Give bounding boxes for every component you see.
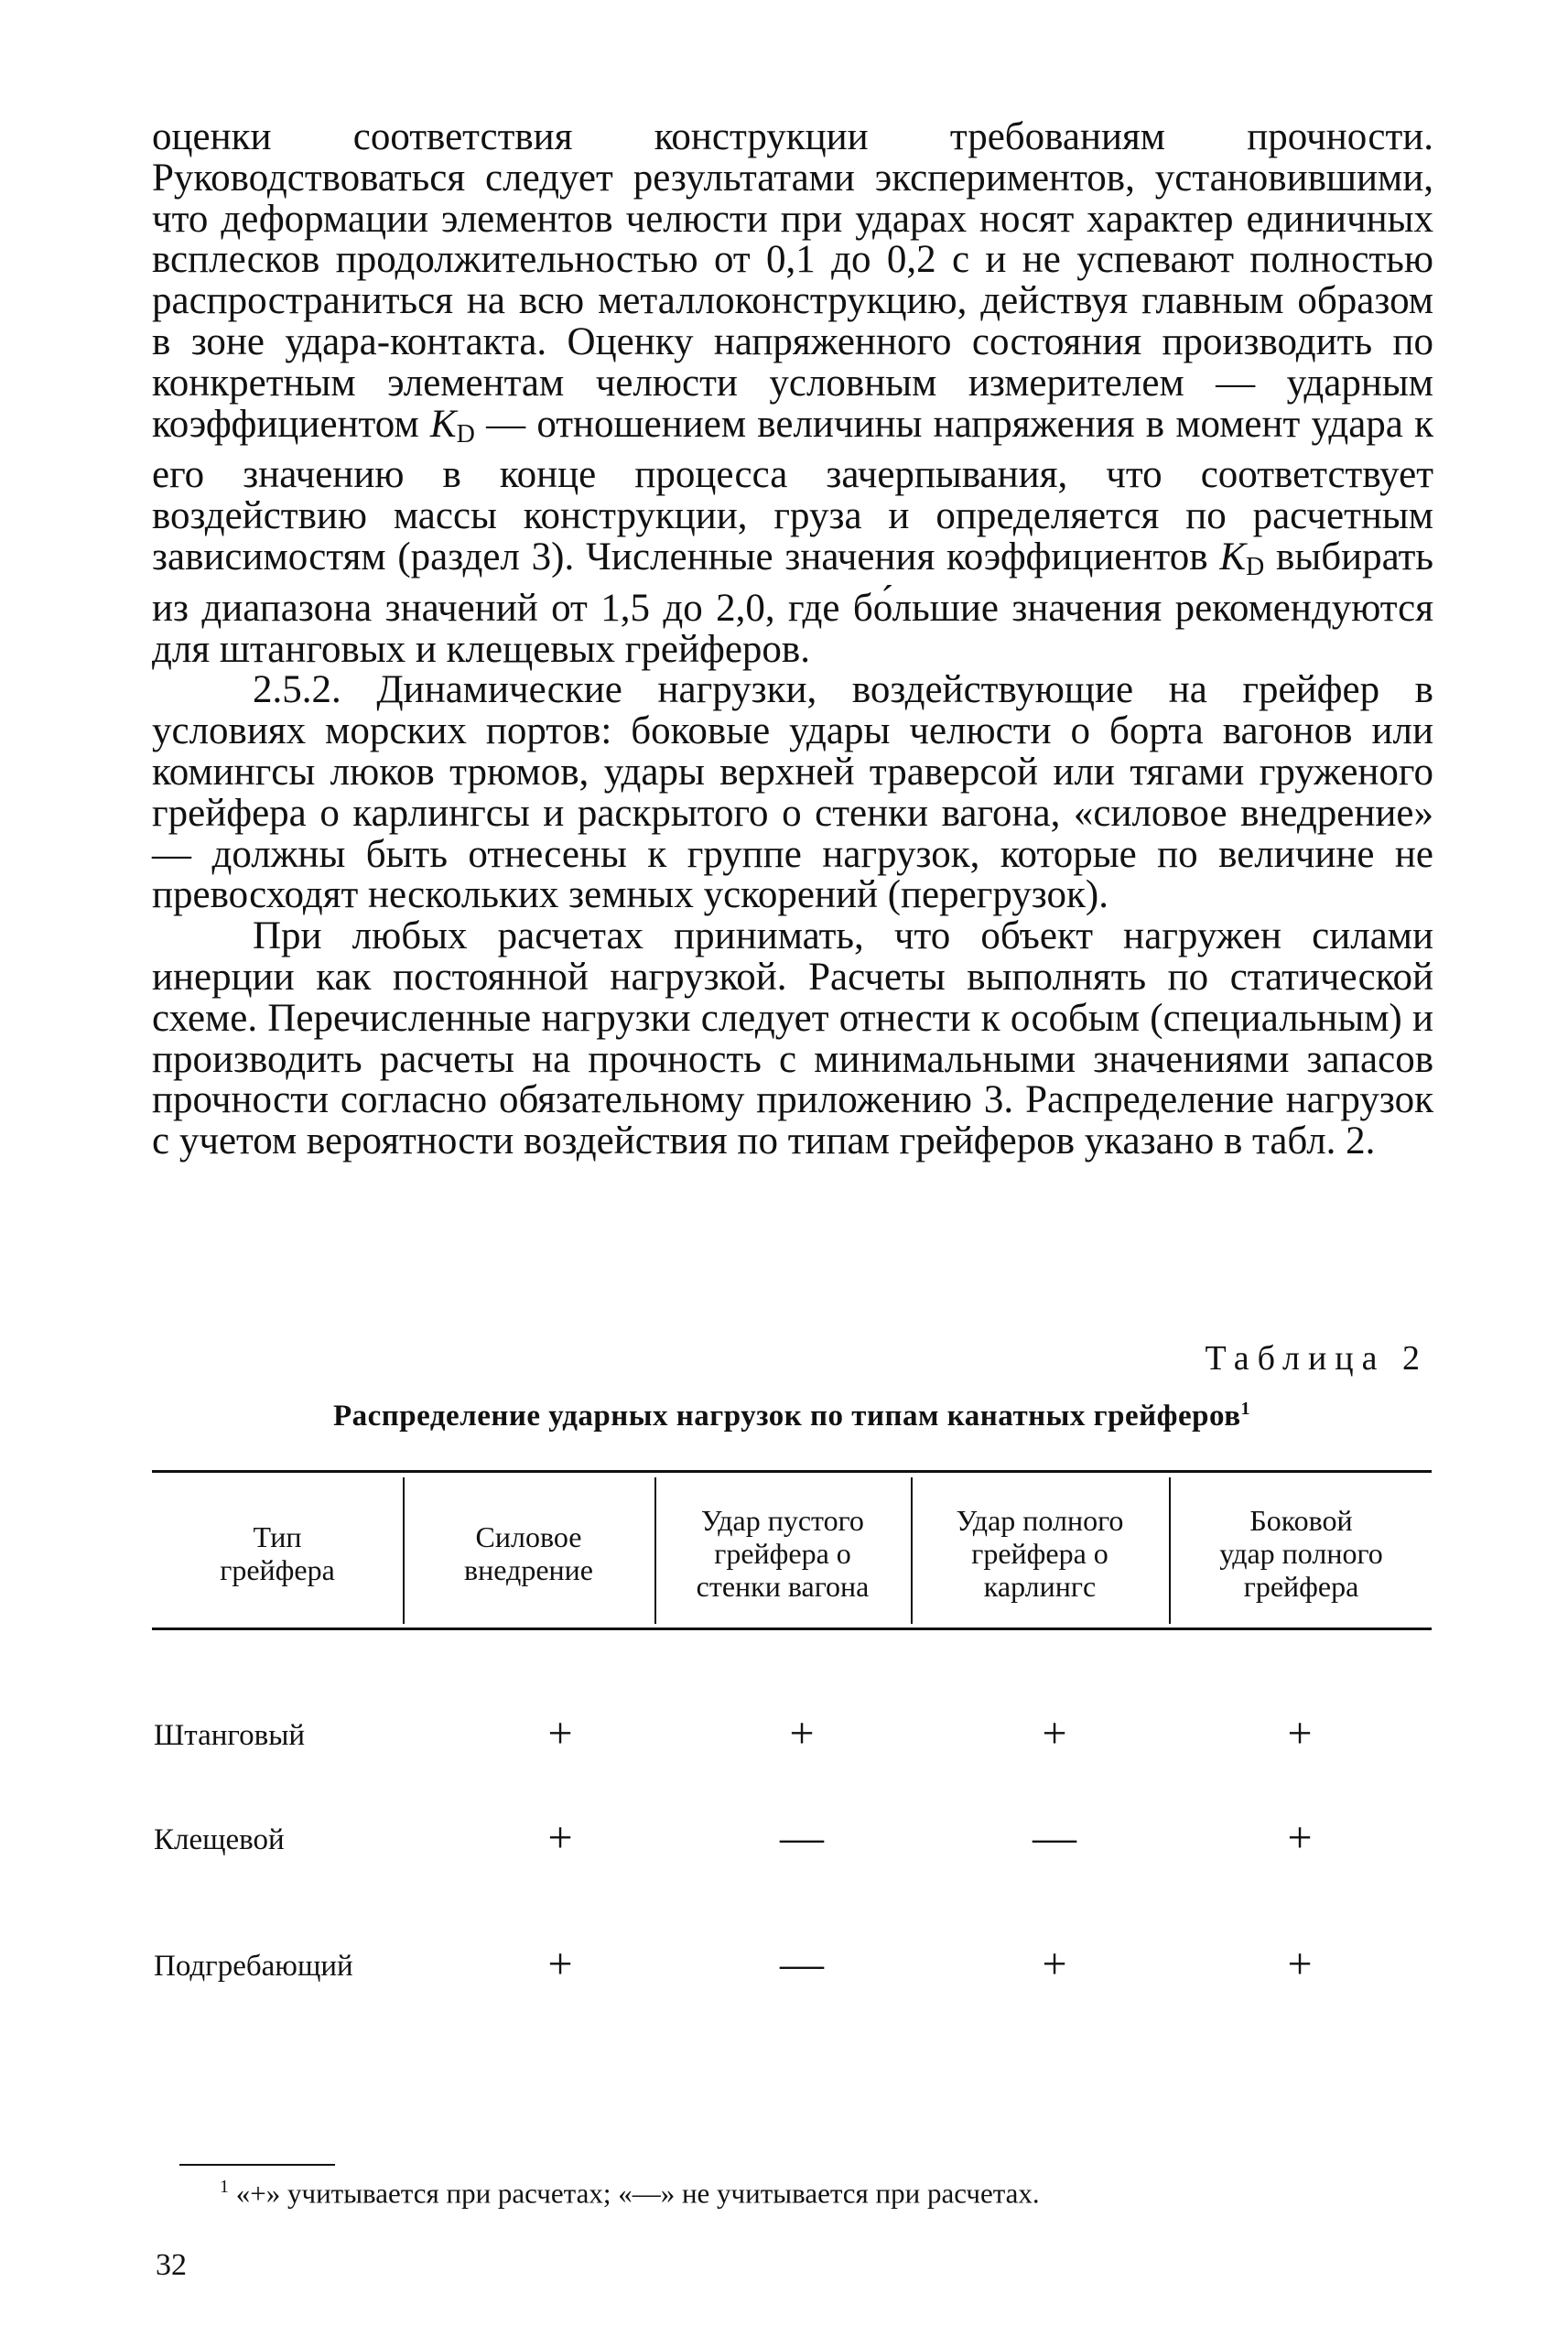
paragraph-3: При любых расчетах принимать, что объект нагружен силами инерции как постоянной нагрузкой. Расчеты выполнять по статической схеме. Перечисленные нагрузки следует отнести к особым (специальным) и производить расчеты на прочность с минимальными значениями запасов прочности согласно обязательному приложению 3. Распределение нагрузок с учетом вероятности воздействия по типам грейферов указано в табл. 2. — [152, 914, 1433, 1163]
body-text — [152, 117, 1433, 1162]
row-label: Штанговый — [154, 1719, 306, 1752]
header-full-grab-impact: Удар полного грейфера о карлингс — [956, 1504, 1124, 1603]
table-cell-mark: — — [780, 1813, 824, 1862]
coefficient-subscript: D — [1246, 552, 1265, 581]
footnote-text: «+» учитывается при расчетах; «—» не учитывается при расчетах. — [235, 2177, 1040, 2210]
paragraph-1-text-b: — отношением величины напряжения в момент удара к его значению в конце процесса зачерпывания, что соответствует воздействию массы конструкции, груза и определяется по расчетным зависимостям (раздел 3). Численные значения коэффициентов — [152, 402, 1434, 579]
table-cell-mark: + — [1042, 1709, 1067, 1757]
table-cell-mark: + — [1287, 1813, 1313, 1862]
table-cell-mark: + — [547, 1709, 573, 1757]
table-cell-mark: + — [547, 1940, 573, 1988]
table-header-bottom-rule — [152, 1628, 1432, 1630]
table-cell-mark: + — [1287, 1709, 1313, 1757]
table-number: Таблица 2 — [1205, 1339, 1428, 1378]
table-cell-mark: + — [1042, 1940, 1067, 1988]
coefficient-symbol: K — [429, 402, 457, 446]
table-cell-mark: + — [1287, 1940, 1313, 1988]
header-force-penetration: Силовое внедрение — [464, 1520, 593, 1586]
coefficient-subscript: D — [456, 419, 475, 449]
paragraph-1-text-c: выбирать из диапазона значений от 1,5 до 2,0, где бо́льшие значения рекомендуются для штанговых и клещевых грейферов. — [152, 535, 1433, 671]
paragraph-2: 2.5.2. Динамические нагрузки, воздействующие на грейфер в условиях морских портов: боковые удары челюсти о борта вагонов или комингсы люков трюмов, удары верхней траверсой или тягами груженого грейфера о карлингсы и раскрытого о стенки вагона, «силовое внедрение» — должны быть отнесены к группе нагрузок, которые по величине не превосходят нескольких земных ускорений (перегрузок). — [152, 668, 1433, 917]
row-label: Клещевой — [154, 1823, 285, 1856]
table-cell-mark: — — [1033, 1813, 1076, 1862]
table-title-text: Распределение ударных нагрузок по типам канатных грейферов — [332, 1400, 1241, 1433]
table-top-rule — [152, 1470, 1432, 1473]
footnote — [220, 2177, 1040, 2210]
page-number: 32 — [156, 2248, 187, 2282]
header-type: Тип грейфера — [220, 1520, 335, 1586]
header-empty-grab-impact: Удар пустого грейфера о стенки вагона — [696, 1504, 870, 1603]
footnote-rule — [179, 2164, 335, 2166]
paragraph-1-text: оценки соответствия конструкции требованиям прочности. Руководствоваться следует результатами экспериментов, установившими, что деформации элементов челюсти при ударах носят характер единичных всплесков продолжительностью от 0,1 до 0,2 с и не успевают полностью распространиться на всю металлоконструкцию, действуя главным образом в зоне удара-контакта. Оценку напряженного состояния производить по конкретным элементам челюсти условным измерителем — ударным коэффициентом — [152, 115, 1433, 446]
paragraph-1 — [152, 117, 1433, 670]
table-cell-mark: + — [789, 1709, 815, 1757]
table-title — [275, 1399, 1309, 1433]
table-cell-mark: — — [780, 1940, 824, 1988]
table-cell-mark: + — [547, 1813, 573, 1862]
table-title-footnote-marker: 1 — [1240, 1399, 1251, 1419]
footnote-marker: 1 — [220, 2177, 229, 2197]
header-side-impact: Боковой удар полного грейфера — [1219, 1504, 1383, 1603]
coefficient-symbol: K — [1219, 535, 1247, 579]
row-label: Подгребающий — [154, 1950, 353, 1983]
